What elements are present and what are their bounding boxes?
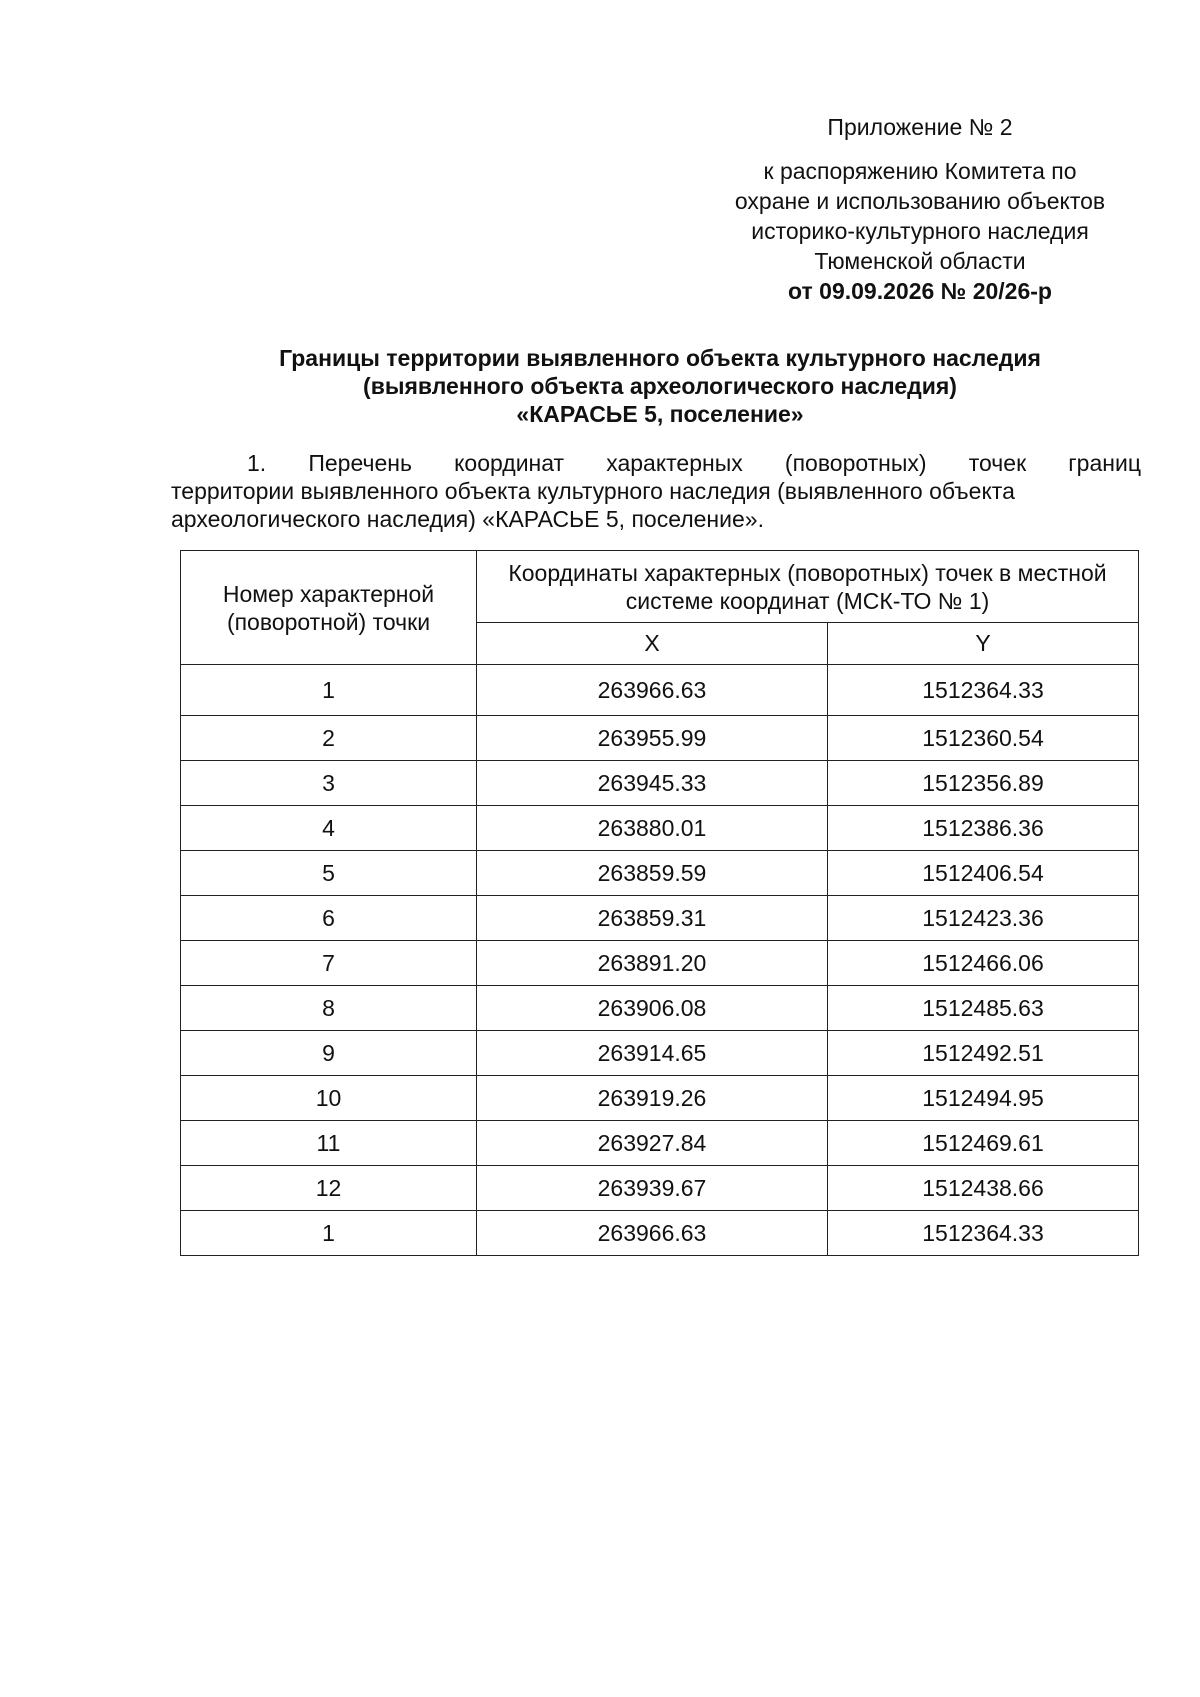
y-coordinate-cell: 1512492.51 [828, 1031, 1139, 1076]
table-row [181, 806, 1139, 851]
x-coordinate-cell: 263927.84 [477, 1121, 828, 1166]
point-number-cell: 4 [181, 806, 477, 851]
table-row [181, 665, 1139, 716]
y-coordinate-cell: 1512485.63 [828, 986, 1139, 1031]
y-coordinate-cell: 1512469.61 [828, 1121, 1139, 1166]
y-coordinate-cell: 1512423.36 [828, 896, 1139, 941]
point-number-cell: 10 [181, 1076, 477, 1121]
point-number-cell: 3 [181, 761, 477, 806]
x-coordinate-cell: 263859.31 [477, 896, 828, 941]
x-coordinate-cell: 263880.01 [477, 806, 828, 851]
y-coordinate-cell: 1512356.89 [828, 761, 1139, 806]
x-coordinate-cell: 263919.26 [477, 1076, 828, 1121]
x-coordinate-cell: 263906.08 [477, 986, 828, 1031]
coordinates-table [180, 550, 1139, 1256]
intro-line: 1. Перечень координат характерных (поворотных) точек границ [247, 450, 1141, 476]
appendix-line: охране и использованию объектов [734, 188, 1106, 214]
table-row [181, 851, 1139, 896]
x-coordinate-cell: 263955.99 [477, 716, 828, 761]
appendix-header [690, 112, 1150, 306]
x-coordinate-cell: 263859.59 [477, 851, 828, 896]
table-row [181, 1121, 1139, 1166]
table-row [181, 1031, 1139, 1076]
point-number-cell: 1 [181, 1211, 477, 1256]
y-coordinate-cell: 1512364.33 [828, 665, 1139, 716]
table-row [181, 941, 1139, 986]
table-row [181, 716, 1139, 761]
point-number-cell: 7 [181, 941, 477, 986]
appendix-line: к распоряжению Комитета по [763, 158, 1077, 184]
table-row [181, 1076, 1139, 1121]
table-row [181, 761, 1139, 806]
point-number-cell: 5 [181, 851, 477, 896]
intro-line: археологического наследия) «КАРАСЬЕ 5, поселение». [171, 506, 764, 532]
point-number-cell: 12 [181, 1166, 477, 1211]
y-coordinate-cell: 1512386.36 [828, 806, 1139, 851]
document-title-line: «КАРАСЬЕ 5, поселение» [516, 401, 804, 427]
point-number-cell: 1 [181, 665, 477, 716]
table-row [181, 1166, 1139, 1211]
coordinates-table-body [181, 665, 1139, 1256]
intro-paragraph [171, 449, 1141, 533]
appendix-title: Приложение № 2 [827, 114, 1013, 140]
header-point-number: Номер характерной (поворотной) точки [181, 551, 477, 665]
point-number-cell: 6 [181, 896, 477, 941]
y-coordinate-cell: 1512494.95 [828, 1076, 1139, 1121]
table-row [181, 986, 1139, 1031]
appendix-line: историко-культурного наследия [751, 218, 1089, 244]
y-coordinate-cell: 1512360.54 [828, 716, 1139, 761]
y-coordinate-cell: 1512466.06 [828, 941, 1139, 986]
x-coordinate-cell: 263914.65 [477, 1031, 828, 1076]
table-row [181, 1211, 1139, 1256]
table-row [181, 896, 1139, 941]
point-number-cell: 8 [181, 986, 477, 1031]
header-coordinates: Координаты характерных (поворотных) точек в местной системе координат (МСК-ТО № 1) [477, 551, 1139, 623]
point-number-cell: 9 [181, 1031, 477, 1076]
document-title [130, 344, 1190, 428]
document-title-line: (выявленного объекта археологического наследия) [363, 373, 957, 399]
point-number-cell: 11 [181, 1121, 477, 1166]
x-coordinate-cell: 263891.20 [477, 941, 828, 986]
header-y: Y [828, 623, 1139, 665]
point-number-cell: 2 [181, 716, 477, 761]
x-coordinate-cell: 263966.63 [477, 1211, 828, 1256]
intro-line: территории выявленного объекта культурного наследия (выявленного объекта [171, 478, 1015, 504]
appendix-date-number: от 09.09.2026 № 20/26-р [788, 278, 1052, 304]
document-title-line: Границы территории выявленного объекта культурного наследия [279, 345, 1041, 371]
appendix-line: Тюменской области [814, 248, 1026, 274]
y-coordinate-cell: 1512406.54 [828, 851, 1139, 896]
x-coordinate-cell: 263945.33 [477, 761, 828, 806]
x-coordinate-cell: 263939.67 [477, 1166, 828, 1211]
y-coordinate-cell: 1512364.33 [828, 1211, 1139, 1256]
header-x: X [477, 623, 828, 665]
y-coordinate-cell: 1512438.66 [828, 1166, 1139, 1211]
x-coordinate-cell: 263966.63 [477, 665, 828, 716]
